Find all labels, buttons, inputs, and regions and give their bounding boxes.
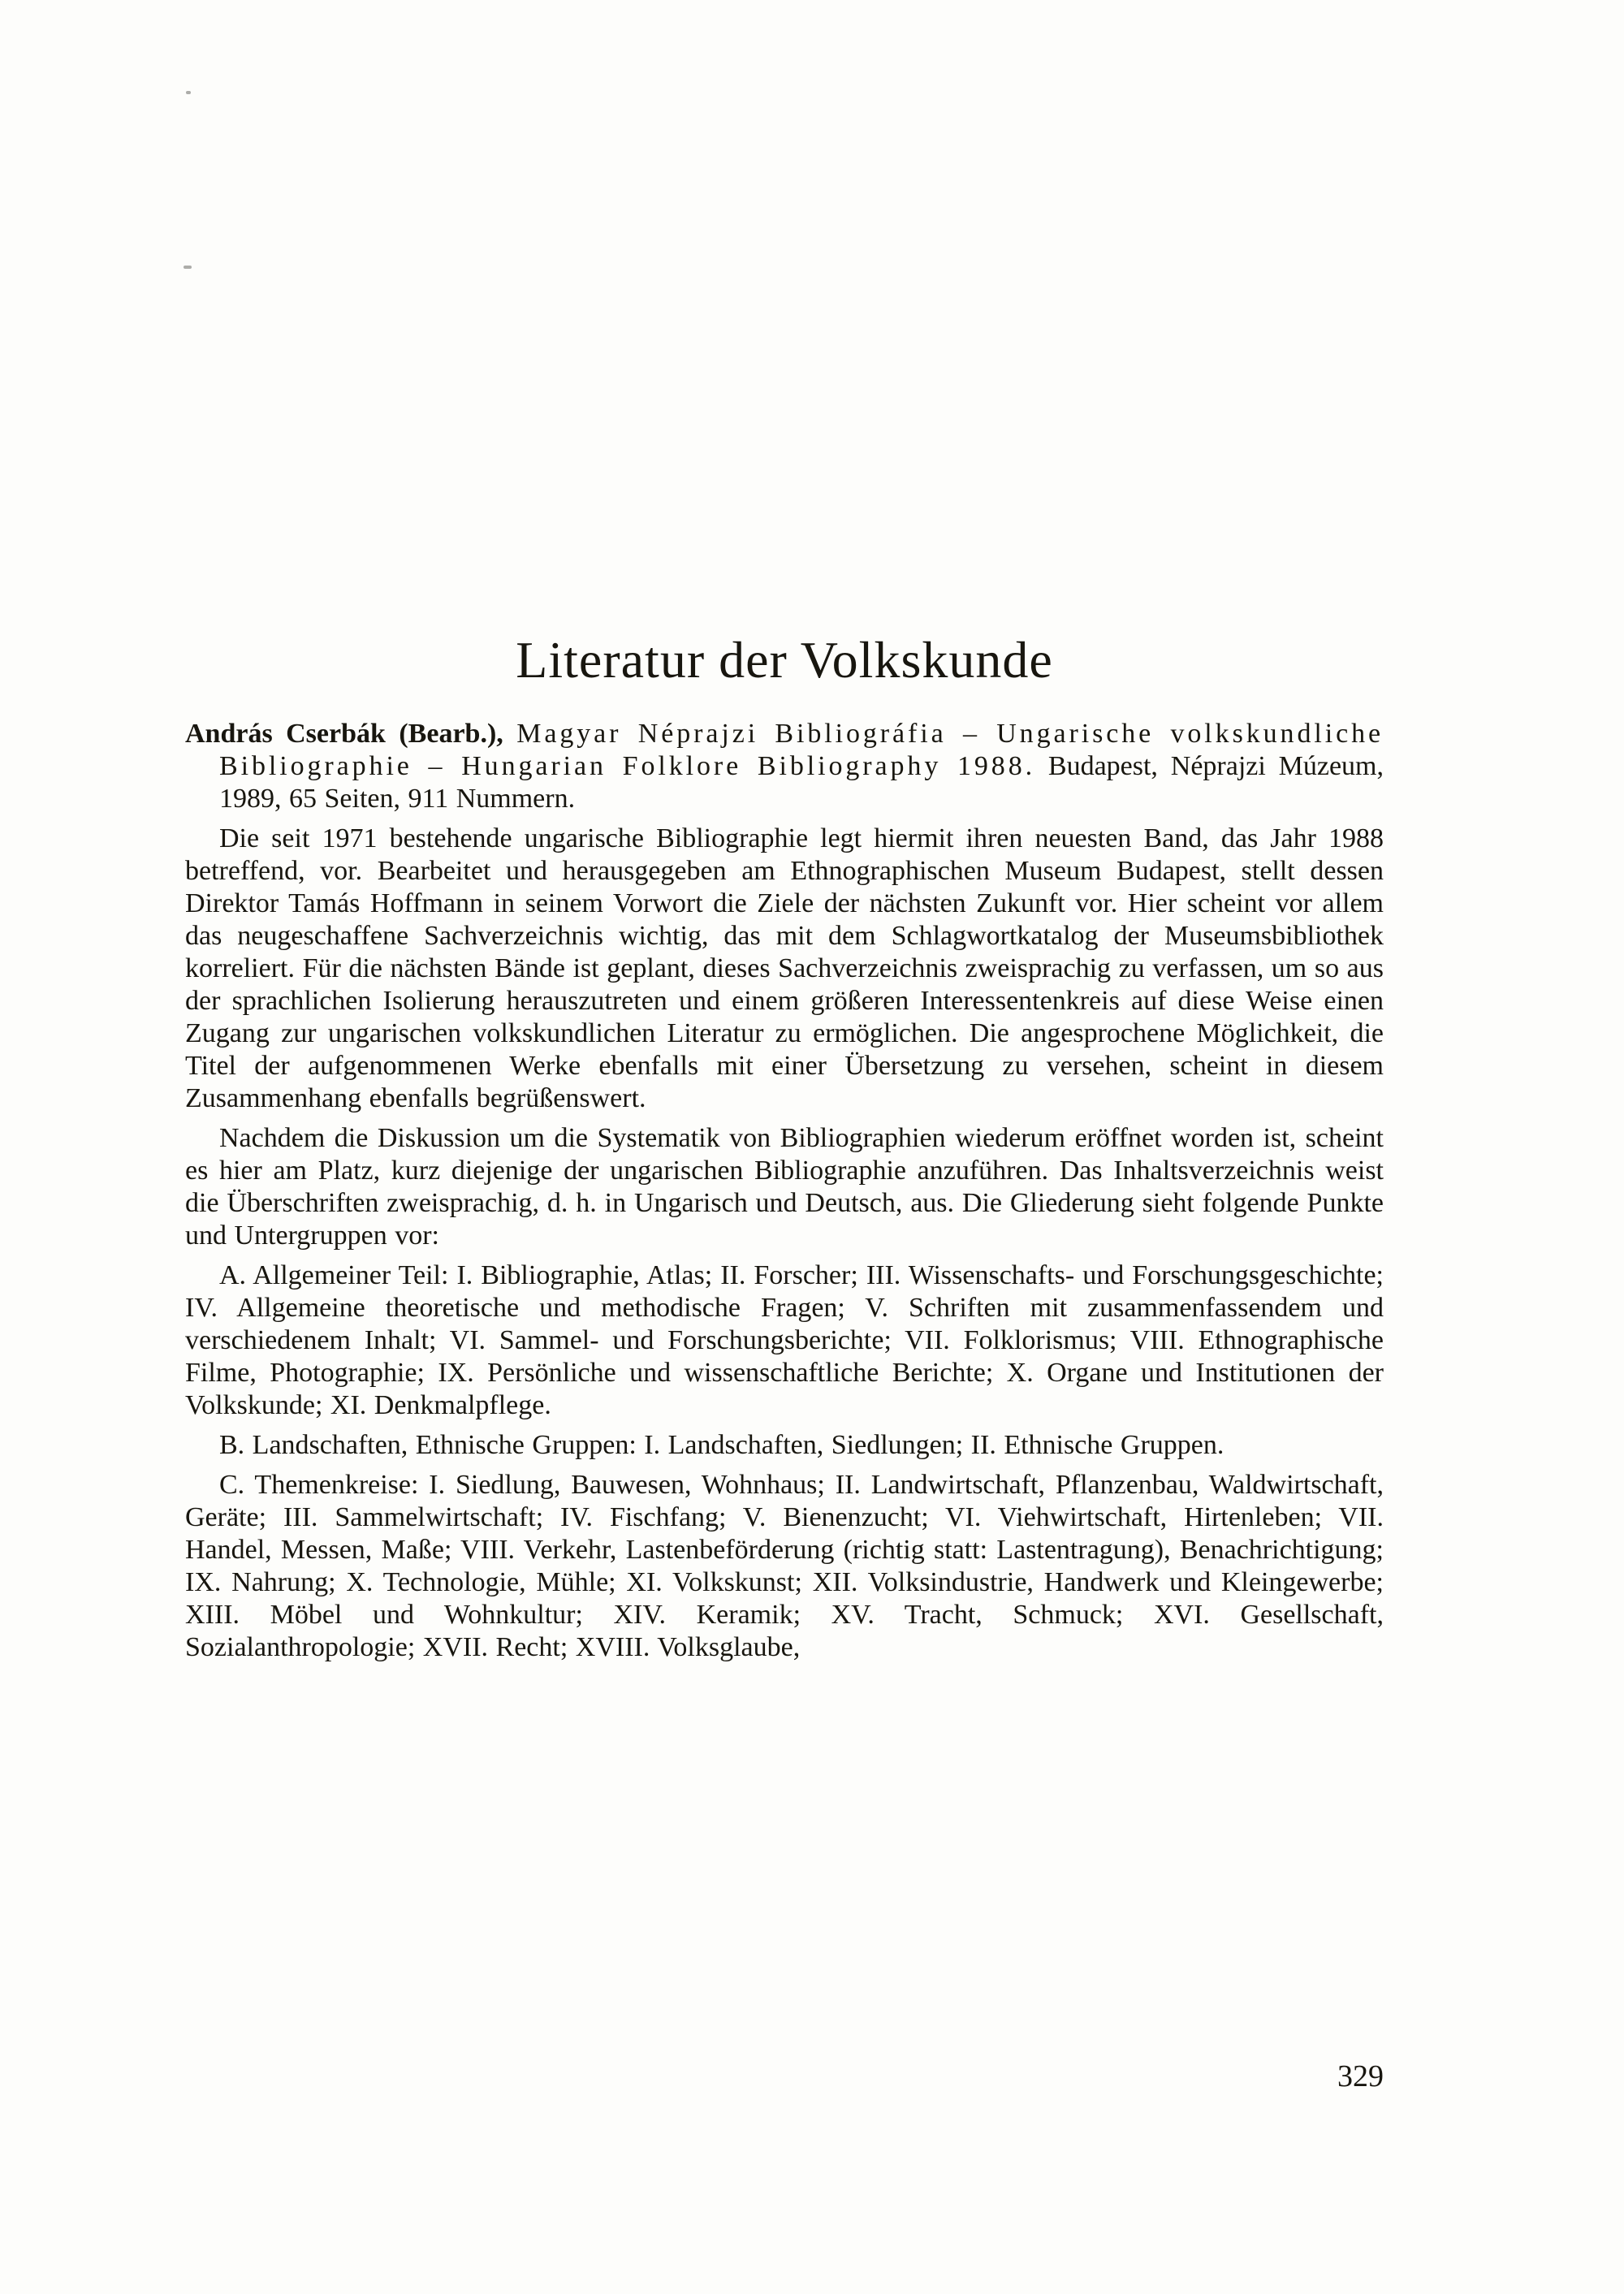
paragraph-section-a: A. Allgemeiner Teil: I. Bibliographie, Atlas; II. Forscher; III. Wissenschafts- und Forschungsgeschichte; IV. Allgemeine theoretische und methodische Fragen; V. Schriften mit zusammenfassendem und verschiedenem Inhalt; VI. Sammel- und Forschungsberichte; VII. Folklorismus; VIII. Ethnographische Filme, Photographie; IX. Persönliche und wissenschaftliche Berichte; X. Organe und Institutionen der Volkskunde; XI. Denkmalpflege. <box>185 1260 1384 1421</box>
scan-artifact <box>184 266 192 269</box>
page-title: Literatur der Volkskunde <box>516 631 1053 689</box>
paragraph-section-b: B. Landschaften, Ethnische Gruppen: I. Landschaften, Siedlungen; II. Ethnische Gruppen. <box>219 1430 1224 1461</box>
entry-publication: Budapest, Néprajzi Múzeum, 1989, 65 Seiten, 911 Nummern. <box>219 751 1384 814</box>
scan-artifact <box>186 91 191 94</box>
page-number: 329 <box>1337 2059 1384 2093</box>
entry-title-spaced: Magyar Néprajzi Bibliográfia – Ungarische volkskundliche Bibliographie – Hungarian Folklore Bibliography 1988. <box>219 719 1384 782</box>
paragraph-review-1: Die seit 1971 bestehende ungarische Bibliographie legt hiermit ihren neuesten Band, das Jahr 1988 betreffend, vor. Bearbeitet und herausgegeben am Ethnographischen Museum Budapest, stellt dessen Direktor Tamás Hoffmann in seinem Vorwort die Ziele der nächsten Zukunft vor. Hier scheint vor allem das neugeschaffene Sachverzeichnis wichtig, das mit dem Schlagwortkatalog der Museumsbibliothek korreliert. Für die nächsten Bände ist geplant, dieses Sachverzeichnis zweisprachig zu verfassen, um so aus der sprachlichen Isolierung herauszutreten und einem größeren Interessentenkreis auf diese Weise einen Zugang zur ungarischen volkskundlichen Literatur zu ermöglichen. Die angesprochene Möglichkeit, die Titel der aufgenommenen Werke ebenfalls mit einer Übersetzung zu versehen, scheint in diesem Zusammenhang ebenfalls begrüßenswert. <box>185 823 1384 1114</box>
bibliography-entry <box>185 718 1384 815</box>
page-content <box>185 632 1384 1664</box>
entry-author: András Cserbák (Bearb.), <box>185 719 503 750</box>
paragraph-review-2: Nachdem die Diskussion um die Systematik von Bibliographien wiederum eröffnet worden ist, scheint es hier am Platz, kurz diejenige der ungarischen Bibliographie anzuführen. Das Inhaltsverzeichnis weist die Überschriften zweisprachig, d. h. in Ungarisch und Deutsch, aus. Die Gliederung sieht folgende Punkte und Untergruppen vor: <box>185 1123 1384 1251</box>
paragraph-section-c: C. Themenkreise: I. Siedlung, Bauwesen, Wohnhaus; II. Landwirtschaft, Pflanzenbau, Waldwirtschaft, Geräte; III. Sammelwirtschaft; IV. Fischfang; V. Bienenzucht; VI. Viehwirtschaft, Hirtenleben; VII. Handel, Messen, Maße; VIII. Verkehr, Lastenbeförderung (richtig statt: Lastentragung), Benachrichtigung; IX. Nahrung; X. Technologie, Mühle; XI. Volkskunst; XII. Volksindustrie, Handwerk und Kleingewerbe; XIII. Möbel und Wohnkultur; XIV. Keramik; XV. Tracht, Schmuck; XVI. Gesellschaft, Sozialanthropologie; XVII. Recht; XVIII. Volksglaube, <box>185 1470 1384 1663</box>
